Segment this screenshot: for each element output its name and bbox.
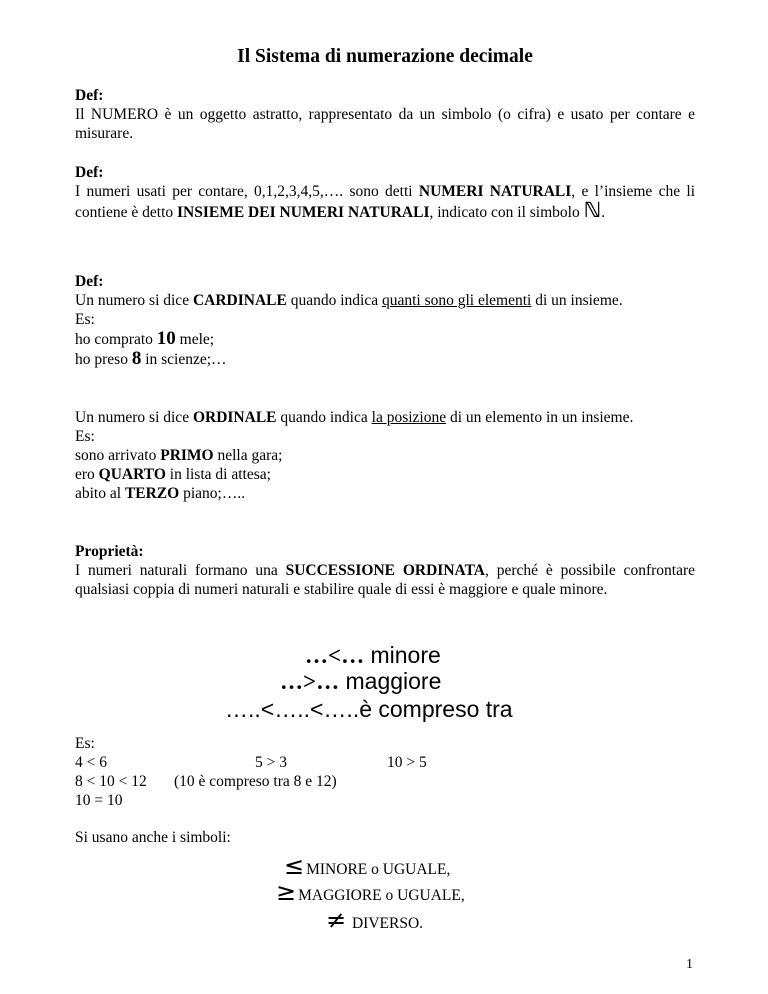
other-symbols-intro: Si usano anche i simboli: <box>75 829 231 846</box>
definition-ordinal: Un numero si dice ORDINALE quando indica la posizione di un elemento in un insieme. Es: sono arrivato PRIMO nella gara; ero QUARTO in lista di attesa; abito al TERZO piano;….. <box>75 409 634 502</box>
def-label: Def: <box>75 87 104 104</box>
not-equal-icon: ≠ <box>326 906 347 934</box>
property-label: Proprietà: <box>75 543 144 560</box>
greater-than-symbol-line: …>… maggiore <box>280 668 442 694</box>
def-label: Def: <box>75 164 104 181</box>
page-title: Il Sistema di numerazione decimale <box>237 46 533 67</box>
example-gt-2: 10 > 5 <box>387 754 427 771</box>
greater-equal-icon: ≥ <box>276 878 297 906</box>
definition-cardinal: Def: Un numero si dice CARDINALE quando indica quanti sono gli elementi di un insieme. Es: ho comprato 10 mele; ho preso 8 in scienze;… <box>75 273 623 369</box>
ne-line: ≠ DIVERSO. <box>326 906 424 934</box>
definition-natural-numbers: Def: I numeri usati per contare, 0,1,2,3,4,5,…. sono detti NUMERI NATURALI, e l’insieme che li contiene è detto INSIEME DEI NUMERI NATURALI, indicato con il simbolo ℕ. <box>75 164 696 222</box>
page-number: 1 <box>686 957 693 972</box>
def-label: Def: <box>75 273 104 290</box>
less-than-symbol-line: …<… minore <box>305 642 441 668</box>
examples-col-1: Es: 4 < 6 8 < 10 < 12 10 = 10 <box>75 735 147 809</box>
property-block: Proprietà: I numeri naturali formano una SUCCESSIONE ORDINATA, perché è possibile confrontare qualsiasi coppia di numeri naturali e stabilire quale di essi è maggiore e quale minore. <box>75 543 695 598</box>
le-line: ≤ MINORE o UGUALE, <box>284 852 451 880</box>
def-text: Il NUMERO è un oggetto astratto, rappresentato da un simbolo (o cifra) e usato per contare e misurare. <box>75 106 695 142</box>
less-equal-icon: ≤ <box>284 852 305 880</box>
example-gt: 5 > 3 <box>255 754 287 771</box>
definition-number <box>75 86 695 143</box>
natural-numbers-symbol: ℕ <box>583 198 602 222</box>
example-between: (10 è compreso tra 8 e 12) <box>174 773 337 790</box>
between-symbol-line: …..<…..<…..è compreso tra <box>225 696 513 722</box>
ge-line: ≥ MAGGIORE o UGUALE, <box>276 878 465 906</box>
